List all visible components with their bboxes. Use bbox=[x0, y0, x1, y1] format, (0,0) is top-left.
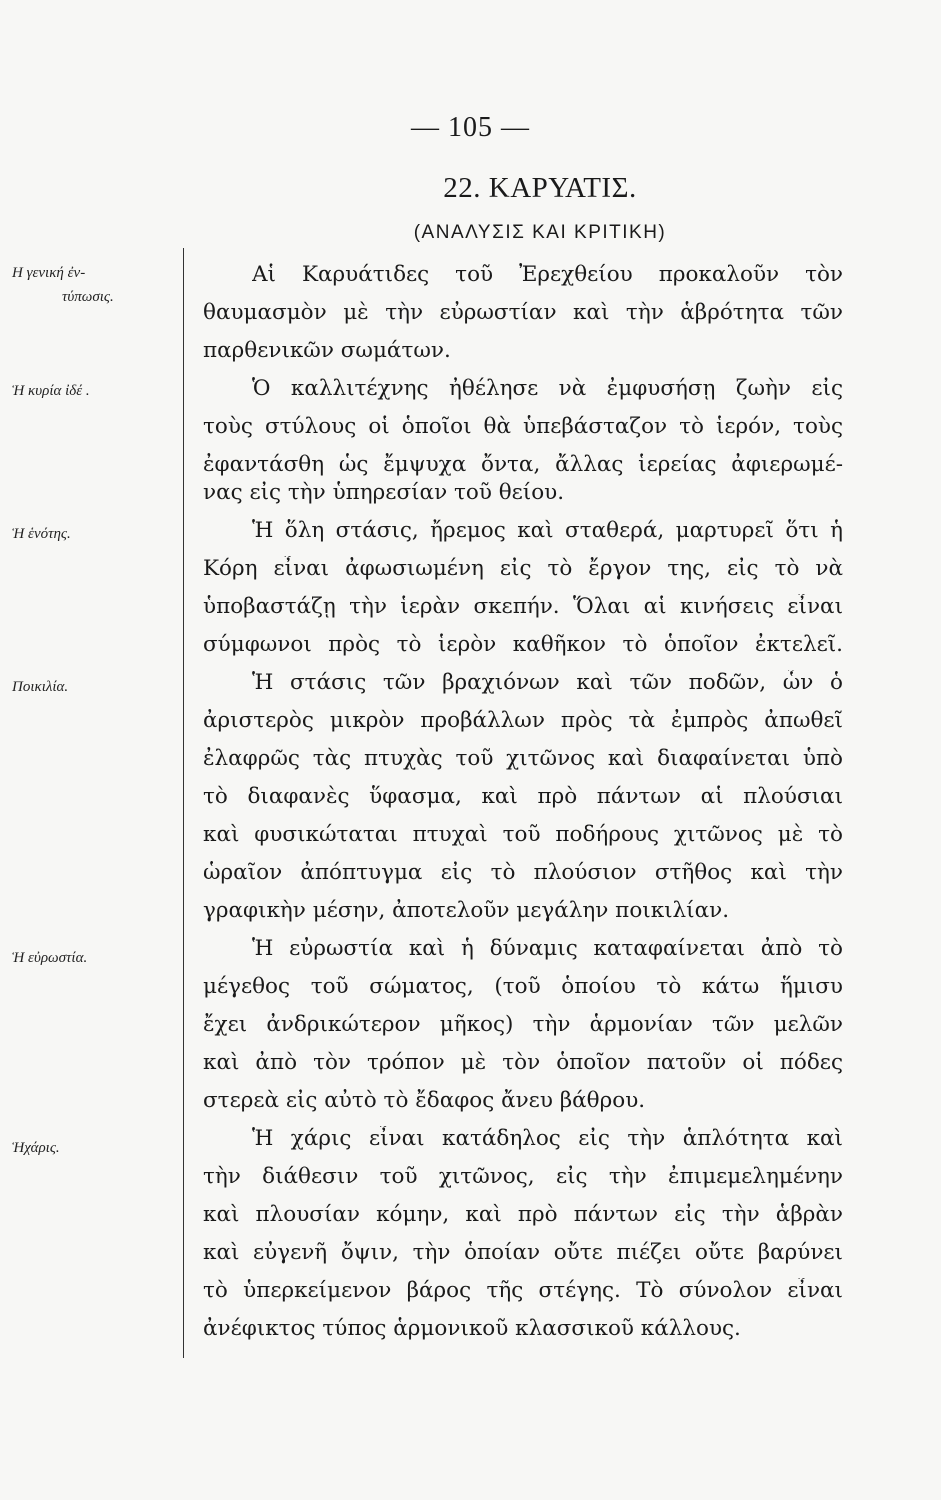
body-line: Αἱ Καρυάτιδες τοῦ Ἐρεχθείου προκαλοῦν τὸν bbox=[252, 262, 843, 287]
body-line: νας εἰς τὴν ὑπηρεσίαν τοῦ θείου. bbox=[203, 480, 565, 505]
body-line: Κόρη εἶναι ἀφωσιωμένη εἰς τὸ ἔργον της, εἰς τὸ νὰ bbox=[203, 556, 843, 581]
body-line: τὸ διαφανὲς ὕφασμα, καὶ πρὸ πάντων αἱ πλούσιαι bbox=[203, 784, 843, 809]
body-line: θαυμασμὸν μὲ τὴν εὐρωστίαν καὶ τὴν ἁβρότητα τῶν bbox=[203, 300, 843, 325]
page-number: — 105 — bbox=[411, 112, 530, 143]
sidenote-general-impression: Η γενική ἐν- bbox=[12, 265, 86, 281]
body-line: Ἡ στάσις τῶν βραχιόνων καὶ τῶν ποδῶν, ὧν ὁ bbox=[252, 670, 843, 695]
body-line: ἐφαντάσθη ὡς ἔμψυχα ὄντα, ἄλλας ἱερείας ἀφιερωμέ- bbox=[203, 452, 843, 477]
body-line: ὡραῖον ἀπόπτυγμα εἰς τὸ πλούσιον στῆθος καὶ τὴν bbox=[203, 860, 843, 885]
body-line: ἀριστερὸς μικρὸν προβάλλων πρὸς τὰ ἐμπρὸς ἀπωθεῖ bbox=[203, 708, 843, 733]
body-line: καὶ ἀπὸ τὸν τρόπον μὲ τὸν ὁποῖον πατοῦν οἱ πόδες bbox=[203, 1050, 843, 1075]
sidenote-vigor: Ἡ εὐρωστία. bbox=[12, 950, 88, 966]
body-line: ἔχει ἀνδρικώτερον μῆκος) τὴν ἁρμονίαν τῶν μελῶν bbox=[203, 1012, 843, 1037]
body-line: καὶ εὐγενῆ ὄψιν, τὴν ὁποίαν οὔτε πιέζει οὔτε βαρύνει bbox=[203, 1240, 843, 1265]
body-line: ἀνέφικτος τύπος ἁρμονικοῦ κλασσικοῦ κάλλους. bbox=[203, 1316, 741, 1341]
body-line: μέγεθος τοῦ σώματος, (τοῦ ὁποίου τὸ κάτω ἥμισυ bbox=[203, 974, 843, 999]
body-line: Ἡ χάρις εἶναι κατάδηλος εἰς τὴν ἁπλότητα καὶ bbox=[252, 1126, 843, 1151]
sidenote-unity: Ἡ ἑνότης. bbox=[12, 526, 71, 542]
body-line: ἐλαφρῶς τὰς πτυχὰς τοῦ χιτῶνος καὶ διαφαίνεται ὑπὸ bbox=[203, 746, 843, 771]
body-line: καὶ φυσικώταται πτυχαὶ τοῦ ποδήρους χιτῶνος μὲ τὸ bbox=[203, 822, 843, 847]
body-line: Ἡ εὐρωστία καὶ ἡ δύναμις καταφαίνεται ἀπὸ τὸ bbox=[252, 936, 843, 961]
body-line: γραφικὴν μέσην, ἀποτελοῦν μεγάλην ποικιλίαν. bbox=[203, 898, 730, 923]
section-subtitle: (ΑΝΑΛΥΣΙΣ ΚΑΙ ΚΡΙΤΙΚΗ) bbox=[413, 222, 667, 243]
sidenote-grace: Ἡχάρις. bbox=[12, 1140, 60, 1156]
body-line: στερεὰ εἰς αὐτὸ τὸ ἔδαφος ἄνευ βάθρου. bbox=[203, 1088, 646, 1113]
body-line: καὶ πλουσίαν κόμην, καὶ πρὸ πάντων εἰς τὴν ἁβρὰν bbox=[203, 1202, 843, 1227]
body-line: παρθενικῶν σωμάτων. bbox=[203, 338, 451, 363]
body-line: τὴν διάθεσιν τοῦ χιτῶνος, εἰς τὴν ἐπιμεμελημένην bbox=[203, 1164, 843, 1189]
body-line: τὸ ὑπερκείμενον βάρος τῆς στέγης. Τὸ σύνολον εἶναι bbox=[203, 1278, 843, 1303]
sidenote-general-impression-cont: τύπωσις. bbox=[62, 289, 114, 305]
body-line: σύμφωνοι πρὸς τὸ ἱερὸν καθῆκον τὸ ὁποῖον ἐκτελεῖ. bbox=[203, 632, 843, 657]
sidenote-variety: Ποικιλία. bbox=[12, 679, 69, 695]
section-title: 22. ΚΑΡΥΑΤΙΣ. bbox=[443, 172, 637, 204]
margin-rule bbox=[183, 248, 184, 1358]
body-line: τοὺς στύλους οἱ ὁποῖοι θὰ ὑπεβάσταζον τὸ ἱερόν, τοὺς bbox=[203, 414, 843, 439]
body-line: Ὁ καλλιτέχνης ἠθέλησε νὰ ἐμφυσήσῃ ζωὴν εἰς bbox=[252, 376, 843, 401]
body-line: ὑποβαστάζῃ τὴν ἱερὰν σκεπήν. Ὅλαι αἱ κινήσεις εἶναι bbox=[203, 594, 843, 619]
sidenote-main-idea: Ἡ κυρία ἰδέ . bbox=[12, 383, 90, 399]
body-line: Ἡ ὅλη στάσις, ἤρεμος καὶ σταθερά, μαρτυρεῖ ὅτι ἡ bbox=[252, 518, 843, 543]
